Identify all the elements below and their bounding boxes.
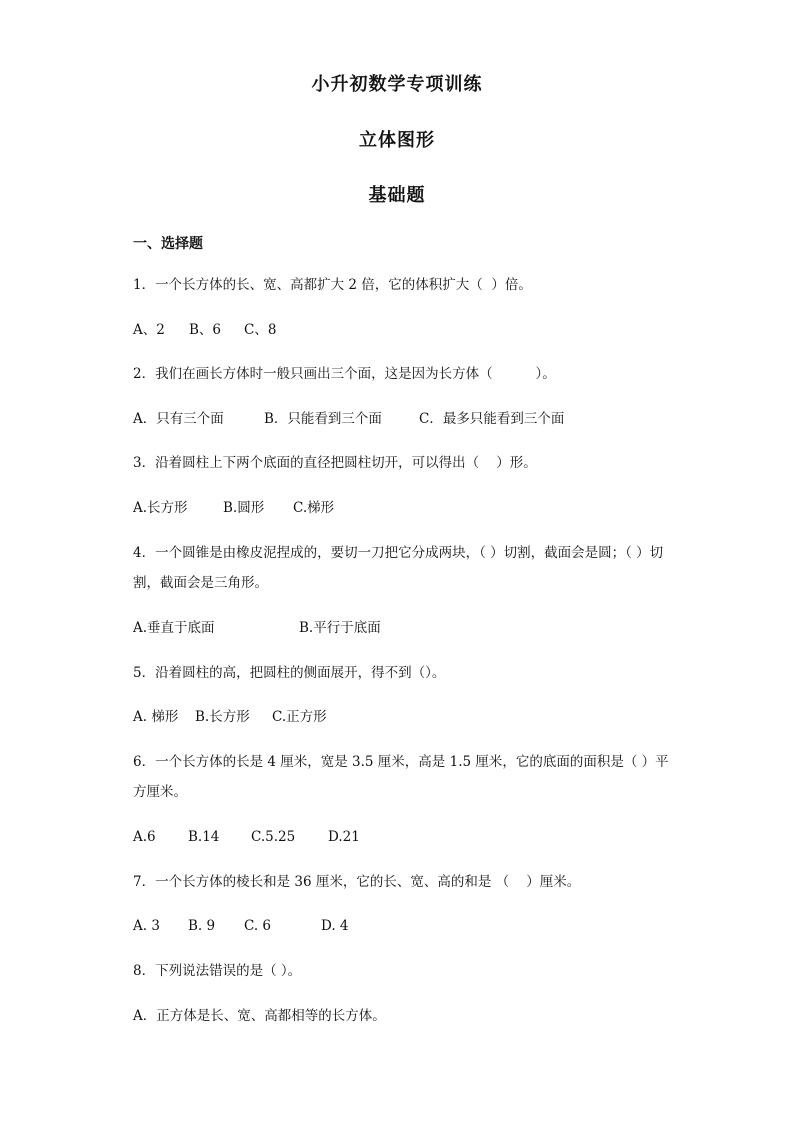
option-b: B.长方形: [195, 709, 250, 725]
question-1-stem: 1．一个长方体的长、宽、高都扩大 2 倍，它的体积扩大（ ）倍。: [133, 277, 532, 293]
question-3-stem: 3．沿着圆柱上下两个底面的直径把圆柱切开，可以得出（ ）形。: [133, 455, 537, 471]
option-a: A．正方体是长、宽、高都相等的长方体。: [133, 1008, 386, 1024]
option-c: C.5.25: [251, 829, 296, 845]
option-b: B. 9: [188, 918, 216, 934]
option-c: C.正方形: [272, 709, 327, 725]
option-c: C.梯形: [293, 500, 335, 516]
option-a: A.垂直于底面: [133, 620, 215, 636]
option-d: D. 4: [321, 918, 349, 934]
question-6-stem: 6．一个长方体的长是 4 厘米，宽是 3.5 厘米，高是 1.5 厘米，它的底面的面积是（ ）平方厘米。: [133, 754, 669, 800]
option-b: B.平行于底面: [299, 620, 381, 636]
option-b: B.14: [188, 829, 220, 845]
question-8-stem: 8．下列说法错误的是（ ）。: [133, 963, 302, 979]
document-title: 小升初数学专项训练: [311, 74, 483, 95]
topic-title: 立体图形: [359, 130, 435, 151]
option-a: A.长方形: [133, 500, 188, 516]
option-c: C．最多只能看到三个面: [419, 411, 565, 427]
option-c: C、8: [244, 322, 277, 338]
option-a: A. 梯形: [133, 709, 179, 725]
question-5-stem: 5．沿着圆柱的高，把圆柱的侧面展开，得不到（）。: [133, 665, 446, 681]
option-a: A、2: [133, 322, 165, 338]
question-2-stem: 2．我们在画长方体时一般只画出三个面，这是因为长方体（ ）。: [133, 366, 556, 382]
section-heading: 一、选择题: [133, 236, 203, 252]
option-b: B．只能看到三个面: [264, 411, 382, 427]
question-4-stem: 4．一个圆锥是由橡皮泥捏成的，要切一刀把它分成两块，（ ）切割，截面会是圆；（ ）切割，截面会是三角形。: [133, 545, 664, 591]
question-7-stem: 7．一个长方体的棱长和是 36 厘米，它的长、宽、高的和是 （ ）厘米。: [133, 874, 581, 890]
option-d: D.21: [328, 829, 360, 845]
option-a: A. 3: [133, 918, 160, 934]
option-c: C. 6: [244, 918, 272, 934]
option-b: B、6: [189, 322, 222, 338]
level-title: 基础题: [368, 185, 426, 206]
option-b: B.圆形: [223, 500, 265, 516]
option-a: A.6: [133, 829, 156, 845]
option-a: A．只有三个面: [133, 411, 224, 427]
